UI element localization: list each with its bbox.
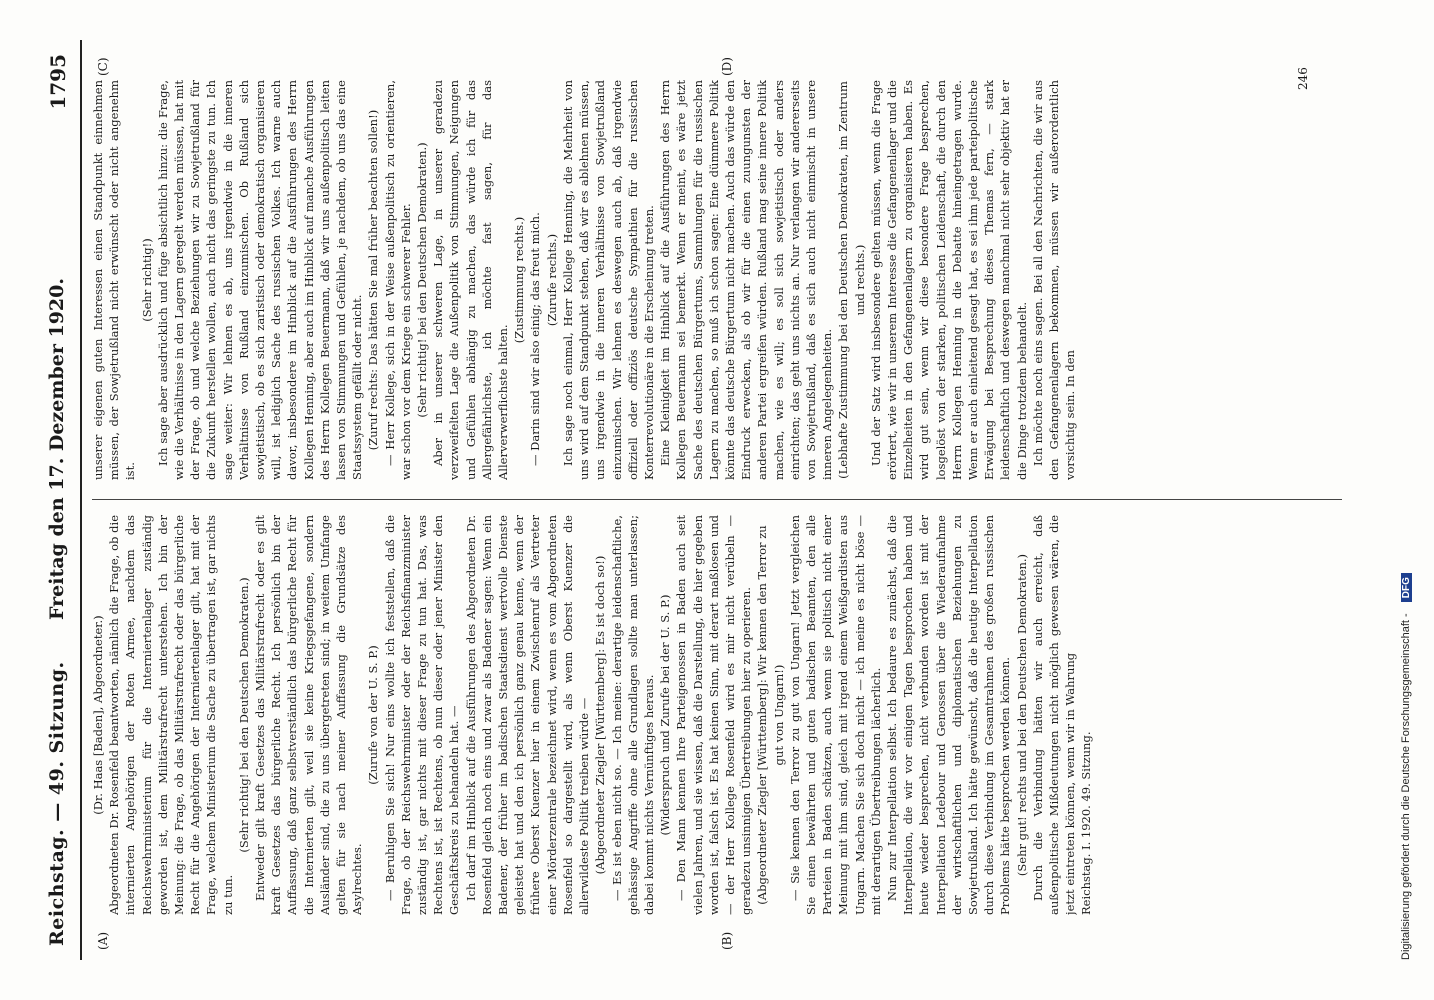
margin-marker-d: (D) <box>720 57 734 76</box>
header-date: Freitag den 17. Dezember 1920. <box>46 278 68 620</box>
margin-marker-b: (B) <box>720 931 734 950</box>
margin-marker-a: (A) <box>96 931 110 950</box>
dfg-logo: DFG <box>1401 573 1412 602</box>
header-page-number: 1795 <box>46 54 70 110</box>
interjection: (Zurufe von der U. S. P.) <box>366 645 381 785</box>
page-header <box>40 40 82 960</box>
right-column <box>90 80 1350 480</box>
interjection: (Sehr richtig!) <box>139 238 154 322</box>
interjection: (Sehr richtig! bei den Deutschen Demokraten.) <box>415 142 430 418</box>
digitization-credit <box>1400 60 1412 960</box>
interjection: (Dr. Haas [Baden], Abgeordneter.) <box>91 615 105 815</box>
paragraph: Durch die Verbindung hätten wir auch erreicht, daß außenpolitische Mißdeutungen nicht möglich gewesen wären, die jetzt eintreten können, wenn wir in Wahrung <box>1030 515 1078 915</box>
paragraph: Ich möchte noch eins sagen. Bei all den Nachrichten, die wir aus den Gefangenenlagern bekommen, müssen wir außerordentlich vorsichtig sein. In den <box>1030 80 1078 480</box>
column-divider <box>92 499 1342 500</box>
paragraph: Nun zur Interpellation selbst. Ich bedaure es zunächst, daß die Interpellation, die wir vor einigen Tagen besprochen haben und heute wieder besprechen, nicht verbunden worden ist mit der Interpellation Ledebour und Genossen über die Wiederaufnahme der wirtschaftlichen und diplomatischen Beziehungen zu Sowjetrußland. Ich hätte gewünscht, daß die heutige Interpellation durch diese Verbindung im Gesamtrahmen des großen russischen Problems hätte besprochen werden können. <box>884 515 1013 915</box>
digitization-text: Digitalisierung gefördert durch die Deutsche Forschungsgemeinschaft - <box>1400 613 1412 960</box>
header-session: Reichstag. — 49. Sitzung. <box>46 661 68 946</box>
paragraph: Entweder gilt kraft Gesetzes das Militärstrafrecht oder es gilt kraft Gesetzes das bürgerliche Recht. Ich persönlich bin der Auffassung, daß ganz selbstverständlich das bürgerliche Recht für die Internierten gilt, weil sie keine Kriegsgefangene, sondern Ausländer sind, die zu uns übergetreten sind; in weitem Umfange gelten für sie nach meiner Auffassung die Grundsätze des Asylrechtes. <box>253 515 365 915</box>
paragraph: Reichstag. I. 1920. 49. Sitzung. <box>1079 731 1094 915</box>
paragraph: Abgeordneten Dr. Rosenfeld beantworten, nämlich die Frage, ob die internierten Angehörigen der Roten Armee, nachdem das Reichswehrministerium für die Interniertenlager zuständig geworden ist, dem Militärstrafrecht unterstehen. Ich bin der Meinung: die Frage, ob das Militärstrafrecht oder das bürgerliche Recht für die Angehörigen der Interniertenlager gilt, hat mit der Frage, welchem Ministerium die Sache zu übertragen ist, gar nichts zu tun. <box>107 515 235 915</box>
interjection: (Abgeordneter Ziegler [Württemberg]: Es ist doch so!) <box>593 555 608 875</box>
paragraph: — Es ist eben nicht so. — Ich meine: derartige leidenschaftliche, gehässige Angriffe ohne alle Grundlagen sollte man unterlassen; dabei kommt nichts Vernünftiges heraus. <box>609 515 656 915</box>
interjection: (Zustimmung rechts.) <box>512 216 527 344</box>
margin-marker-c: (C) <box>96 57 110 76</box>
interjection: (Zurufe rechts.) <box>544 233 559 327</box>
paragraph: — Beruhigen Sie sich! Nur eins wollte ich feststellen, daß die Frage, ob der Reichswehrminister oder der Reichsfinanzminister zuständig ist, gar nichts mit dieser Frage zu tun hat. Das, was Rechtens ist, ist Rechtens, ob nun dieser oder jener Minister den Geschäftskreis zu behandeln hat. — <box>382 515 462 915</box>
paragraph: — Herr Kollege, sich in der Weise außenpolitisch zu orientieren, war schon vor dem Kriege ein schwerer Fehler. <box>382 80 413 480</box>
interjection: (Sehr richtig! bei den Deutschen Demokraten.) <box>236 577 251 853</box>
interjection: (Widerspruch und Zurufe bei der U. S. P.) <box>658 594 673 836</box>
paragraph: Und der Satz wird insbesondere gelten müssen, wenn die Frage erörtert, wie wir in unserem Interesse die Gefangenenlager und die Einzelheiten in den Gefangenenlagern zu organisieren haben. Es wird gut sein, wenn wir diese besondere Frage besprechen, losgelöst von der starken, politischen Leidenschaft, die durch den Herrn Kollegen Henning in die Debatte hineingetragen wurde. Wenn er auch einleitend gesagt hat, es sei ihm jede parteipolitische Erwägung bei Besprechung dieses Themas fern, — stark leidenschaftlich und deswegen manchmal nicht sehr objektiv hat er die Dinge trotzdem behandelt. <box>868 80 1029 480</box>
paragraph: — Sie kennen den Terror zu gut von Ungarn! Jetzt vergleichen Sie einen bewährten und guten badischen Beamten, den alle Parteien in Baden schätzen, auch wenn sie politisch nicht einer Meinung mit ihm sind, gleich mit irgend einem Weißgardisten aus Ungarn. Machen Sie sich doch nicht — ich meine es nicht böse — mit derartigen Übertreibungen lächerlich. <box>787 515 883 915</box>
paragraph: Ich sage noch einmal, Herr Kollege Henning, die Mehrheit von uns wird auf dem Standpunkt stehen, daß wir es ablehnen müssen, uns irgendwie in die inneren Verhältnisse von Sowjetrußland einzumischen. Wir lehnen es deswegen auch ab, daß irgendwie offiziell oder offiziös deutsche Sympathien für die russischen Konterrevolutionäre in die Erscheinung treten. <box>560 80 656 480</box>
paragraph: — Den Mann kennen Ihre Parteigenossen in Baden auch seit vielen Jahren, und sie wissen, daß die Darstellung, die hier gegeben worden ist, falsch ist. Es hat keinen Sinn, mit derart maßlosen und — der Herr Kollege Rosenfeld wird es mir nicht verübeln — geradezu unsinnigen Übertreibungen hier zu operieren. <box>674 515 754 915</box>
interjection: (Zuruf rechts: Das hätten Sie mal früher beachten sollen!) <box>366 109 381 451</box>
interjection: (Abgeordneter Ziegler [Württemberg]: Wir kennen den Terror zu gut von Ungarn!) <box>755 525 786 905</box>
paragraph: — Darin sind wir also einig; das freut mich. <box>528 212 543 466</box>
paragraph: Ich sage aber ausdrücklich und füge absichtlich hinzu: die Frage, wie die Verhältnisse in den Lagern geregelt werden müssen, hat mit der Frage, ob und welche Beziehungen wir zu Sowjetrußland für die Zukunft herstellen wollen, auch nicht das geringste zu tun. Ich sage weiter: Wir lehnen es ab, uns irgendwie in die inneren Verhältnisse von Rußland einzumischen. Ob Rußland sich sowjetistisch, ob es sich zaristisch oder demokratisch organisieren will, ist lediglich Sache des russischen Volkes. Ich warne auch davor, insbesondere im Hinblick auf die Ausführungen des Herrn Kollegen Henning, aber auch im Hinblick auf manche Ausführungen des Herrn Kollegen Beuermann, daß wir uns außenpolitisch leiten lassen von Stimmungen und Gefühlen, je nachdem, ob uns das eine Staatssystem gefällt oder nicht. <box>155 80 365 480</box>
paragraph: Ich darf im Hinblick auf die Ausführungen des Abgeordneten Dr. Rosenfeld gleich noch eins und zwar als Badener sagen: Wenn ein Badener, der früher im badischen Staatsdienst wertvolle Dienste geleistet hat und den ich persönlich ganz genau kenne, wenn der frühere Oberst Kuenzer hier in einem Zwischenruf als Vertreter einer Mörderzentrale bezeichnet wird, wenn es vom Abgeordneten Rosenfeld so dargestellt wird, als wenn Oberst Kuenzer die allerwildeste Politik treiben würde — <box>463 515 592 915</box>
paragraph: Eine Kleinigkeit im Hinblick auf die Ausführungen des Herrn Kollegen Beuermann sei bemerkt. Wenn er meint, es wäre jetzt Sache des deutschen Bürgertums, Sammlungen für die russischen Lagern zu machen, so muß ich schon sagen: Eine dümmere Politik könnte das deutsche Bürgertum nicht machen. Auch das würde den Eindruck erwecken, als ob wir für die einen zuungunsten der anderen Partei ergreifen würden. Rußland mag seine innere Politik machen, wie es will; es soll sich sowjetistisch oder anders einrichten; das geht uns nichts an. Nur verlangen wir andererseits von Sowjetrußland, daß es sich auch nicht einmischt in unsere inneren Angelegenheiten. <box>658 80 835 480</box>
interjection: (Lebhafte Zustimmung bei den Deutschen Demokraten, im Zentrum und rechts.) <box>836 81 867 479</box>
footer-page-number: 246 <box>1296 67 1310 90</box>
paragraph: unserer eigenen guten Interessen einen Standpunkt einnehmen müssen, der Sowjetrußland nicht erwünscht oder nicht angenehm ist. <box>91 80 138 480</box>
paragraph: Aber in unserer schweren Lage, in unserer geradezu verzweifelten Lage die Außenpolitik von Stimmungen, Neigungen und Gefühlen abhängig zu machen, das würde ich für das Allergefährlichste, ich möchte fast sagen, für das Allerverwerflichste halten. <box>431 80 511 480</box>
left-column <box>90 515 1350 915</box>
interjection: (Sehr gut! rechts und bei den Deutschen Demokraten.) <box>1014 553 1029 877</box>
